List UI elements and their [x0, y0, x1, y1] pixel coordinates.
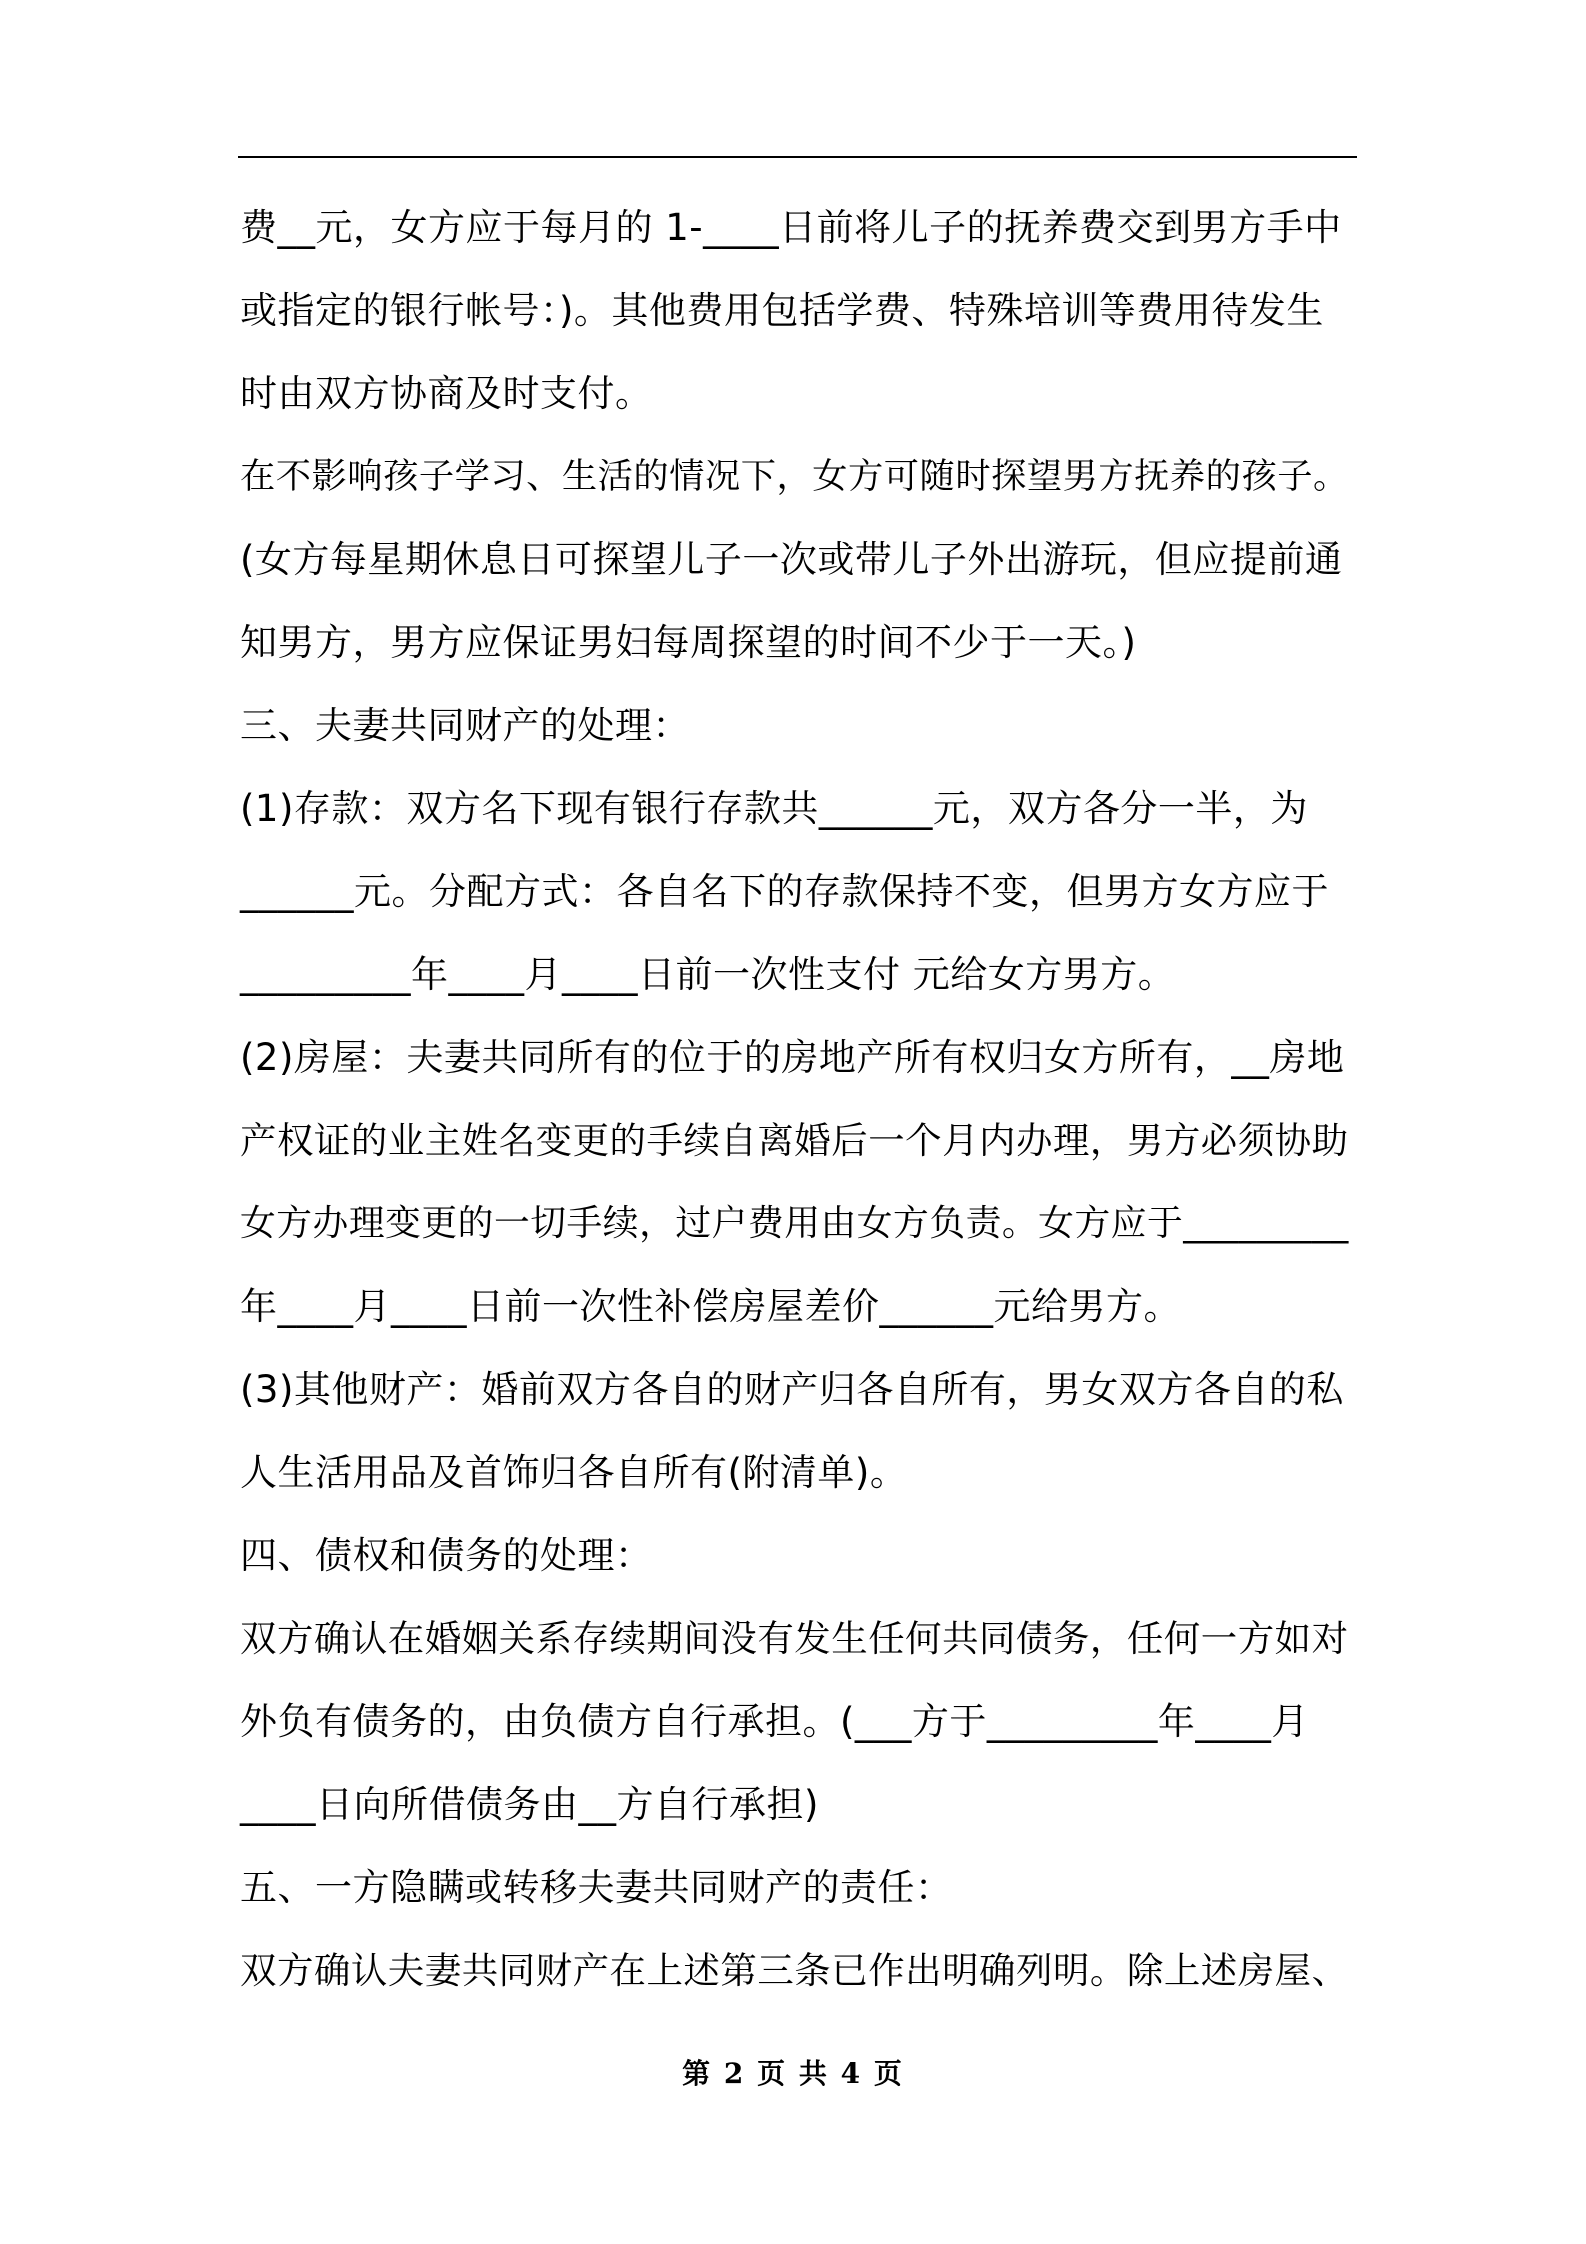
text-line: 在不影响孩子学习、生活的情况下，女方可随时探望男方抚养的孩子。: [240, 456, 1349, 497]
text-line: 费__元，女方应于每月的 1-____日前将儿子的抚养费交到男方手中: [240, 206, 1342, 249]
section-heading: 五、一方隐瞒或转移夫妻共同财产的责任：: [240, 1866, 953, 1909]
text-line: 女方办理变更的一切手续，过户费用由女方负责。女方应于_________: [240, 1203, 1349, 1244]
section-heading: 三、夫妻共同财产的处理：: [240, 704, 690, 747]
text-line: 双方确认夫妻共同财产在上述第三条已作出明确列明。除上述房屋、: [240, 1949, 1349, 1992]
page-number-footer: 第 2 页 共 4 页: [682, 2057, 904, 2090]
text-line: 人生活用品及首饰归各自所有(附清单)。: [240, 1451, 908, 1494]
text-line: 外负有债务的，由负债方自行承担。(___方于_________年____月: [240, 1700, 1309, 1743]
text-line: (女方每星期休息日可探望儿子一次或带儿子外出游玩，但应提前通: [240, 538, 1343, 581]
text-line: 或指定的银行帐号：)。其他费用包括学费、特殊培训等费用待发生: [240, 289, 1324, 332]
text-line: (2)房屋：夫妻共同所有的位于的房地产所有权归女方所有，__房地: [240, 1036, 1345, 1079]
text-line: ____日向所借债务由__方自行承担): [240, 1783, 819, 1826]
text-line: ______元。分配方式：各自名下的存款保持不变，但男方女方应于: [240, 870, 1329, 913]
text-line: (1)存款：双方名下现有银行存款共______元，双方各分一半，为: [240, 787, 1308, 830]
text-line: 年____月____日前一次性补偿房屋差价______元给男方。: [240, 1285, 1181, 1328]
text-line: _________年____月____日前一次性支付 元给女方男方。: [240, 953, 1176, 996]
text-line: 时由双方协商及时支付。: [240, 372, 653, 415]
text-line: 产权证的业主姓名变更的手续自离婚后一个月内办理，男方必须协助: [240, 1119, 1349, 1162]
text-line: 双方确认在婚姻关系存续期间没有发生任何共同债务，任何一方如对: [240, 1617, 1349, 1660]
text-line: (3)其他财产：婚前双方各自的财产归各自所有，男女双方各自的私: [240, 1368, 1344, 1411]
document-body: [240, 186, 1360, 2012]
header-divider: [238, 156, 1357, 158]
section-heading: 四、债权和债务的处理：: [240, 1534, 653, 1577]
text-line: 知男方，男方应保证男妇每周探望的时间不少于一天。): [240, 621, 1137, 664]
